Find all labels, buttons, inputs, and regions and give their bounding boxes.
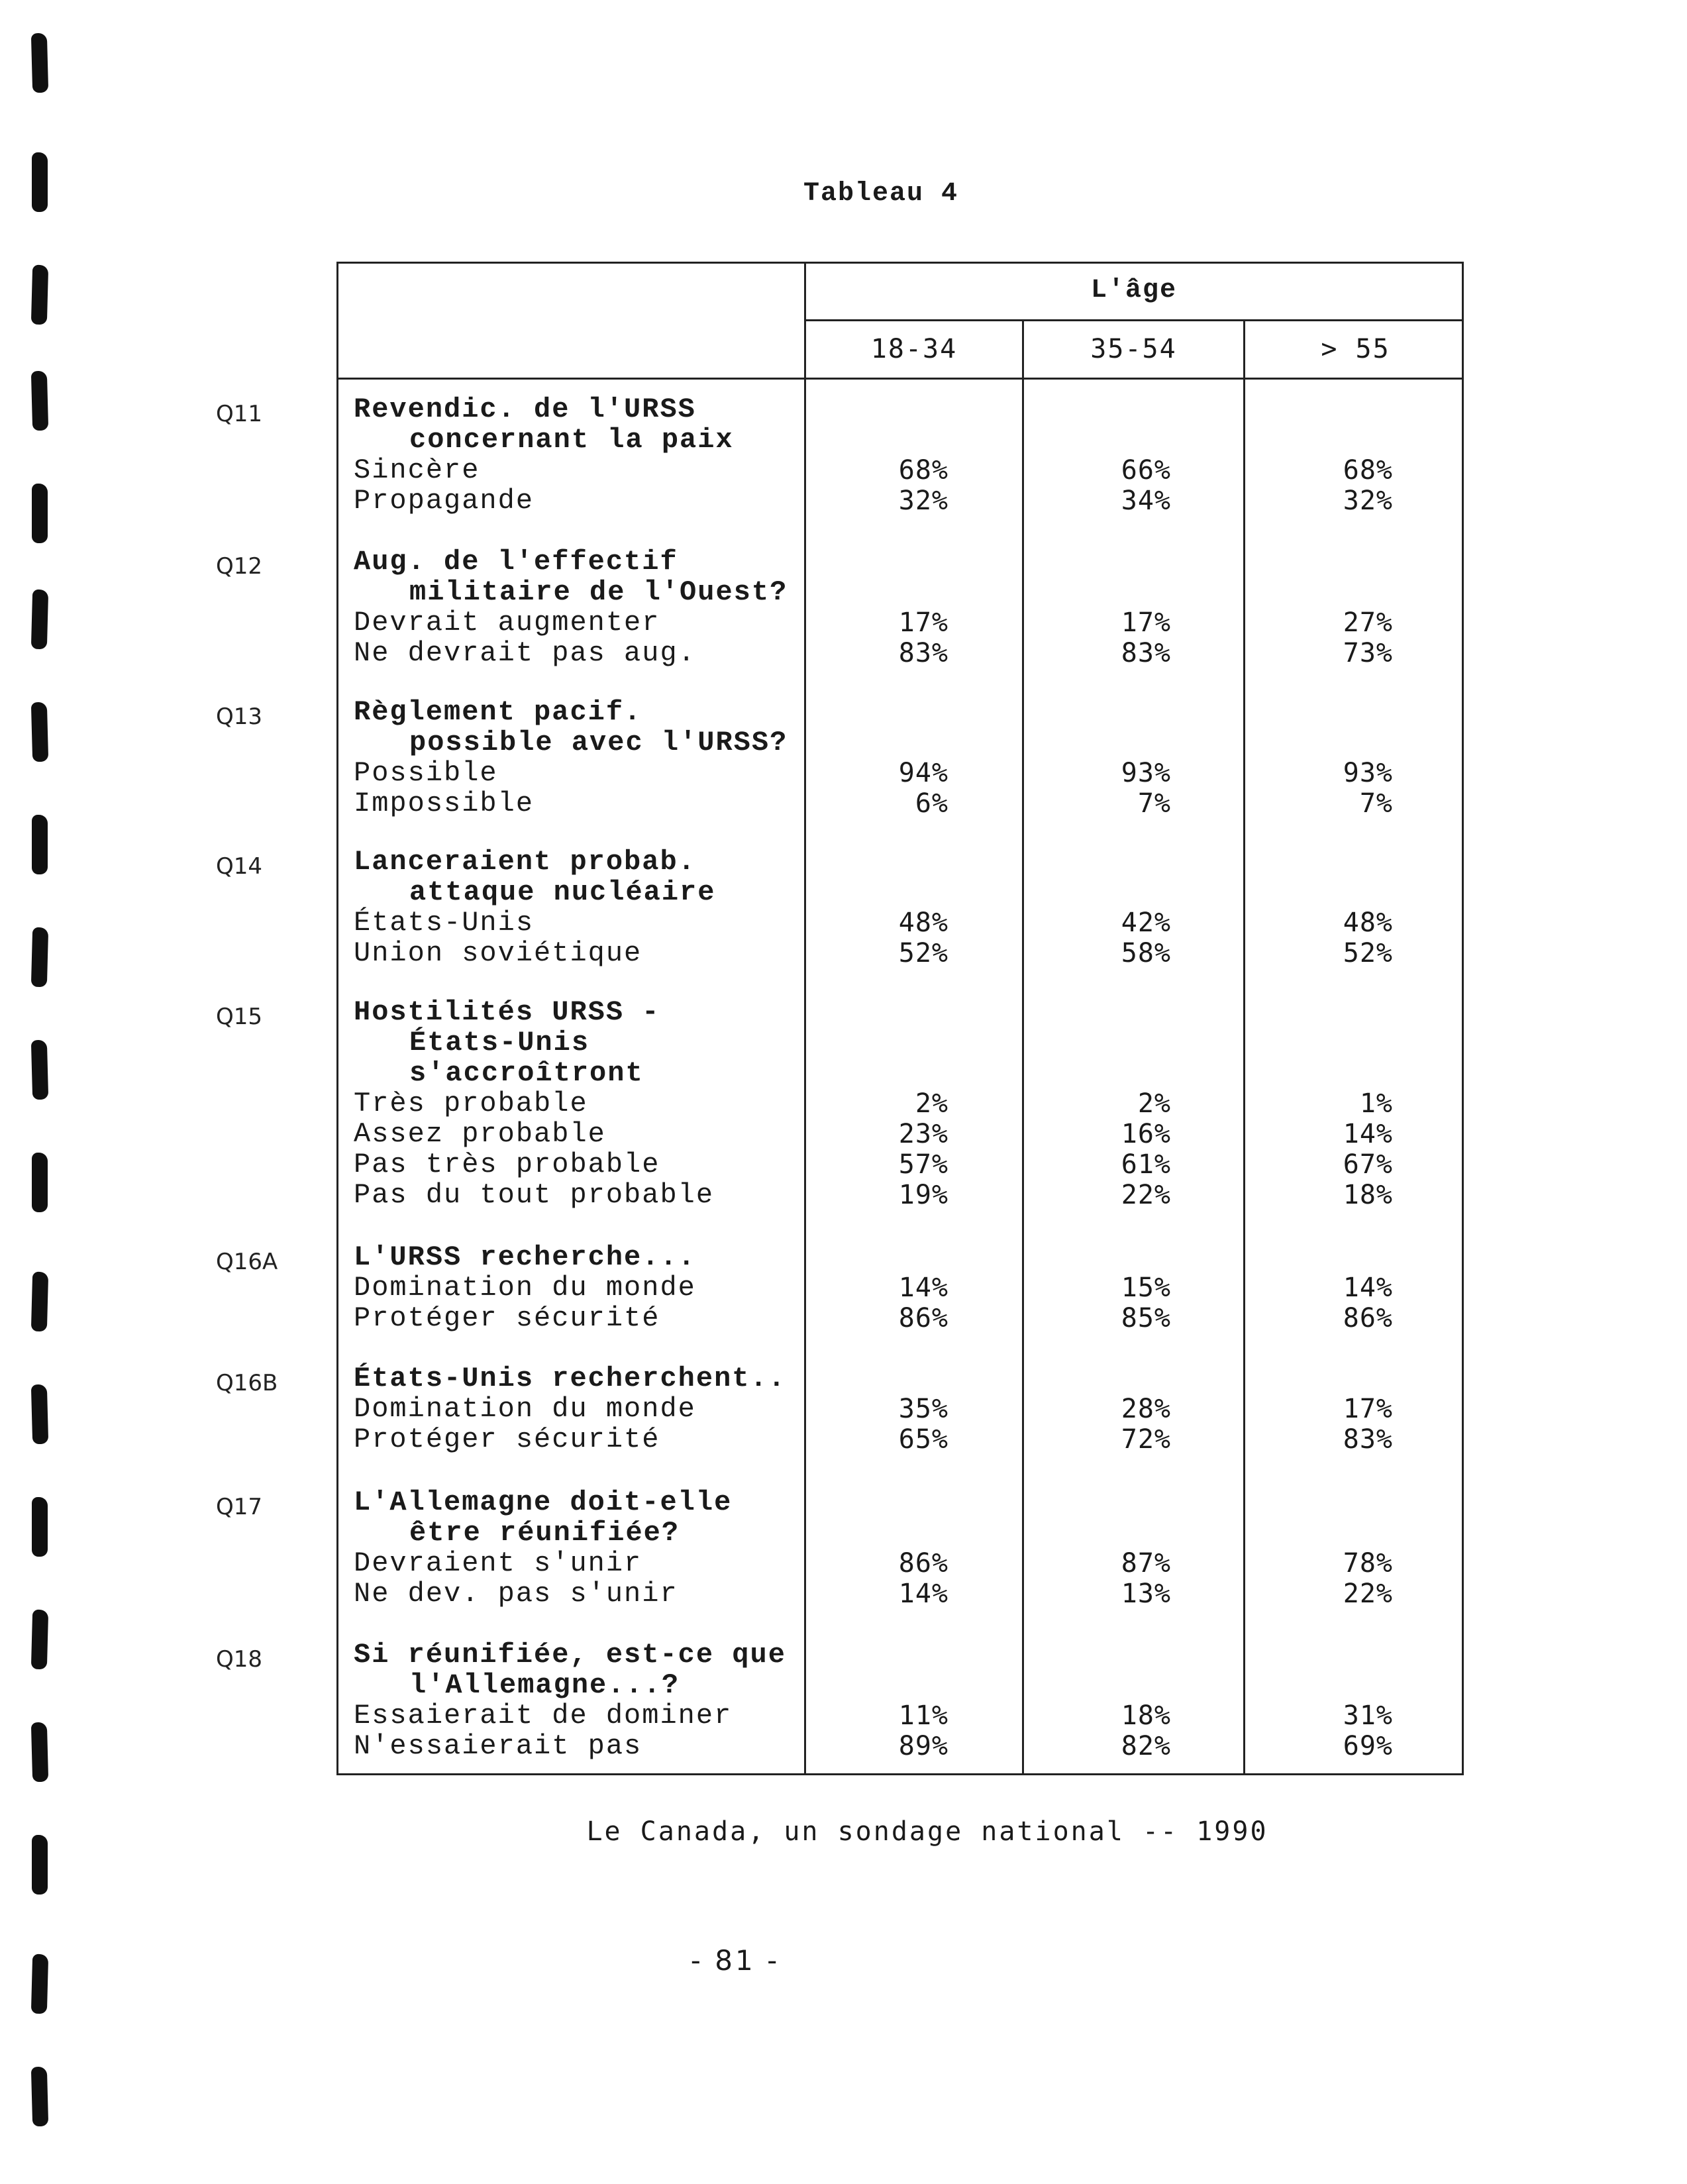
percentage-cell: 14%	[1343, 1119, 1393, 1149]
percentage-cell: 17%	[1121, 607, 1171, 638]
question-title-line: s'accroîtront	[409, 1057, 644, 1089]
binding-hole	[31, 2067, 48, 2127]
question-title-line: Règlement pacif.	[354, 696, 642, 728]
percentage-cell: 52%	[1343, 938, 1393, 968]
question-title-line: être réunifiée?	[409, 1517, 680, 1549]
response-label: Pas du tout probable	[354, 1179, 715, 1211]
percentage-cell: 57%	[898, 1149, 948, 1180]
response-label: Domination du monde	[354, 1272, 696, 1304]
percentage-cell: 52%	[898, 938, 948, 968]
percentage-cell: 14%	[898, 1579, 948, 1609]
percentage-cell: 6%	[915, 788, 948, 819]
percentage-cell: 83%	[1343, 1424, 1393, 1455]
question-title-line: États-Unis recherchent..	[354, 1363, 786, 1394]
column-header-18-34: 18-34	[870, 334, 958, 364]
percentage-cell: 22%	[1343, 1579, 1393, 1609]
percentage-cell: 86%	[898, 1303, 948, 1333]
response-label: Propagande	[354, 485, 535, 517]
response-label: Domination du monde	[354, 1393, 696, 1425]
binding-hole	[32, 484, 48, 543]
response-label: Essaierait de dominer	[354, 1700, 733, 1732]
percentage-cell: 19%	[898, 1180, 948, 1210]
percentage-cell: 48%	[1343, 908, 1393, 938]
binding-hole	[32, 1835, 48, 1895]
question-id: Q14	[216, 853, 263, 880]
binding-hole	[32, 1153, 48, 1212]
binding-hole	[31, 33, 48, 93]
percentage-cell: 83%	[1121, 638, 1171, 668]
question-id: Q18	[216, 1646, 263, 1673]
binding-hole	[31, 1610, 48, 1670]
percentage-cell: 27%	[1343, 607, 1393, 638]
binding-hole	[31, 1272, 48, 1332]
percentage-cell: 13%	[1121, 1579, 1171, 1609]
percentage-cell: 83%	[898, 638, 948, 668]
percentage-cell: 69%	[1343, 1731, 1393, 1761]
table-title: Tableau 4	[803, 179, 959, 209]
response-label: États-Unis	[354, 907, 535, 939]
question-id: Q15	[216, 1004, 263, 1030]
percentage-cell: 86%	[1343, 1303, 1393, 1333]
percentage-cell: 15%	[1121, 1273, 1171, 1303]
response-label: Union soviétique	[354, 937, 642, 969]
response-label: Impossible	[354, 788, 535, 819]
column-header-35-54: 35-54	[1090, 334, 1177, 364]
percentage-cell: 94%	[898, 758, 948, 788]
binding-hole	[31, 1722, 48, 1783]
source-footer: Le Canada, un sondage national -- 1990	[586, 1816, 1268, 1847]
response-label: Possible	[354, 757, 498, 789]
percentage-cell: 85%	[1121, 1303, 1171, 1333]
percentage-cell: 67%	[1343, 1149, 1393, 1180]
response-label: Ne devrait pas aug.	[354, 637, 696, 669]
percentage-cell: 78%	[1343, 1548, 1393, 1579]
response-label: Assez probable	[354, 1118, 606, 1150]
response-label: Pas très probable	[354, 1149, 660, 1180]
question-title-line: possible avec l'URSS?	[409, 727, 788, 758]
question-title-line: Lanceraient probab.	[354, 846, 696, 878]
percentage-cell: 1%	[1359, 1088, 1393, 1119]
question-id: Q16A	[216, 1249, 278, 1275]
column-header-55-plus: > 55	[1321, 334, 1390, 364]
percentage-cell: 11%	[898, 1700, 948, 1731]
percentage-cell: 65%	[898, 1424, 948, 1455]
question-id: Q17	[216, 1494, 263, 1520]
question-title-line: Revendic. de l'URSS	[354, 393, 696, 425]
percentage-cell: 32%	[898, 486, 948, 516]
response-label: Devrait augmenter	[354, 607, 660, 639]
response-label: N'essaierait pas	[354, 1730, 642, 1762]
question-title-line: L'URSS recherche...	[354, 1241, 696, 1273]
percentage-cell: 66%	[1121, 455, 1171, 486]
binding-hole	[31, 265, 48, 325]
age-group-header: L'âge	[1090, 276, 1178, 305]
question-id: Q16B	[216, 1370, 278, 1396]
percentage-cell: 32%	[1343, 486, 1393, 516]
percentage-cell: 58%	[1121, 938, 1171, 968]
question-title-line: Aug. de l'effectif	[354, 546, 678, 578]
question-title-line: militaire de l'Ouest?	[409, 576, 788, 608]
question-title-line: Hostilités URSS -	[354, 996, 660, 1028]
percentage-cell: 28%	[1121, 1394, 1171, 1424]
column-divider	[1022, 321, 1024, 1773]
percentage-cell: 68%	[1343, 455, 1393, 486]
response-label: Protéger sécurité	[354, 1302, 660, 1334]
percentage-cell: 31%	[1343, 1700, 1393, 1731]
response-label: Protéger sécurité	[354, 1424, 660, 1455]
percentage-cell: 73%	[1343, 638, 1393, 668]
percentage-cell: 22%	[1121, 1180, 1171, 1210]
percentage-cell: 23%	[898, 1119, 948, 1149]
question-id: Q13	[216, 703, 263, 730]
question-title-line: attaque nucléaire	[409, 876, 716, 908]
percentage-cell: 7%	[1137, 788, 1171, 819]
column-divider	[1243, 321, 1245, 1773]
question-title-line: Si réunifiée, est-ce que	[354, 1639, 786, 1671]
binding-hole	[32, 1497, 48, 1557]
binding-hole	[31, 702, 48, 762]
binding-hole	[31, 1040, 48, 1100]
percentage-cell: 72%	[1121, 1424, 1171, 1455]
percentage-cell: 18%	[1343, 1180, 1393, 1210]
response-label: Devraient s'unir	[354, 1547, 642, 1579]
question-title-line: États-Unis	[409, 1027, 590, 1059]
response-label: Ne dev. pas s'unir	[354, 1578, 678, 1610]
percentage-cell: 35%	[898, 1394, 948, 1424]
question-title-line: l'Allemagne...?	[409, 1669, 680, 1701]
binding-hole	[32, 815, 48, 874]
percentage-cell: 34%	[1121, 486, 1171, 516]
percentage-cell: 14%	[1343, 1273, 1393, 1303]
binding-hole	[31, 1954, 48, 2014]
percentage-cell: 42%	[1121, 908, 1171, 938]
percentage-cell: 61%	[1121, 1149, 1171, 1180]
percentage-cell: 89%	[898, 1731, 948, 1761]
percentage-cell: 16%	[1121, 1119, 1171, 1149]
binding-holes	[32, 0, 58, 2184]
percentage-cell: 14%	[898, 1273, 948, 1303]
percentage-cell: 48%	[898, 908, 948, 938]
percentage-cell: 7%	[1359, 788, 1393, 819]
page-number: - 81 -	[690, 1944, 780, 1977]
percentage-cell: 93%	[1121, 758, 1171, 788]
column-divider	[804, 264, 806, 1773]
header-divider	[804, 319, 1462, 321]
question-title-line: concernant la paix	[409, 424, 734, 456]
binding-hole	[31, 927, 48, 988]
binding-hole	[31, 1384, 48, 1445]
percentage-cell: 87%	[1121, 1548, 1171, 1579]
response-label: Très probable	[354, 1088, 588, 1119]
binding-hole	[32, 152, 48, 212]
percentage-cell: 2%	[915, 1088, 948, 1119]
header-bottom-rule	[338, 378, 1462, 380]
binding-hole	[31, 590, 48, 650]
question-id: Q11	[216, 401, 263, 427]
question-id: Q12	[216, 553, 263, 580]
percentage-cell: 18%	[1121, 1700, 1171, 1731]
question-title-line: L'Allemagne doit-elle	[354, 1486, 733, 1518]
percentage-cell: 68%	[898, 455, 948, 486]
percentage-cell: 82%	[1121, 1731, 1171, 1761]
percentage-cell: 2%	[1137, 1088, 1171, 1119]
percentage-cell: 93%	[1343, 758, 1393, 788]
response-label: Sincère	[354, 454, 480, 486]
percentage-cell: 17%	[898, 607, 948, 638]
percentage-cell: 86%	[898, 1548, 948, 1579]
binding-hole	[31, 371, 48, 431]
percentage-cell: 17%	[1343, 1394, 1393, 1424]
